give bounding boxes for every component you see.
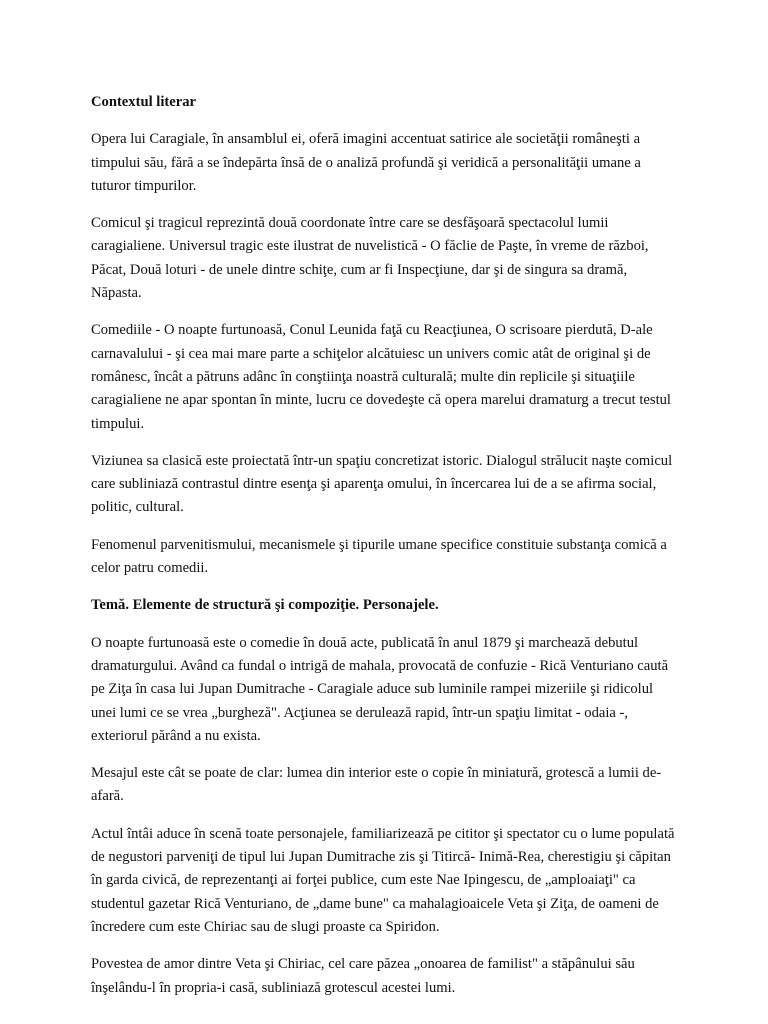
paragraph: Comicul şi tragicul reprezintă două coordonate între care se desfăşoară spectacolul lumii caragialiene. Universul tragic este ilustrat de nuvelistică - O făclie de Paşte, în vreme de război, Păcat, Două loturi - de unele dintre schiţe, cum ar fi Inspecţiune, dar şi de singura sa dramă, Năpasta. (91, 215, 649, 302)
paragraph: O noapte furtunoasă este o comedie în două acte, publicată în anul 1879 şi marchează debutul dramaturgului. Având ca fundal o intrigă de mahala, provocată de confuzie - Rică Venturiano caută pe Ziţa în casa lui Jupan Dumitrache - Caragiale aduce sub luminile rampei mizeriile şi ridicolul unei lumi ce se vrea „burgheză". Acţiunea se derulează rapid, într-un spaţiu limitat - odaia -, exteriorul părând a nu exista. (91, 634, 669, 744)
section-heading-theme: Temă. Elemente de structură şi compoziţie. Personajele. (91, 597, 439, 614)
paragraph: Povestea de amor dintre Veta şi Chiriac, cel care păzea „onoarea de familist" a stăpânului său înşelându-l în propria-i casă, subliniază grotescul acestei lumi. (91, 956, 635, 996)
paragraph: Mesajul este cât se poate de clar: lumea din interior este o copie în miniatură, grotescă a lumii de-afară. (91, 765, 662, 805)
paragraph: Opera lui Caragiale, în ansamblul ei, oferă imagini accentuat satirice ale societăţii româneşti a timpului său, fără a se îndepărta însă de o analiză profundă şi veridică a personalităţii umane a tuturor timpurilor. (91, 131, 641, 194)
document-body (91, 91, 676, 1014)
paragraph: Viziunea sa clasică este proiectată într-un spaţiu concretizat istoric. Dialogul strălucit naşte comicul care subliniază contrastul dintre esenţa şi aparenţa omului, în încercarea lui de a se afirma social, politic, cultural. (91, 452, 673, 516)
section-heading-context: Contextul literar (91, 94, 196, 110)
paragraph: Fenomenul parvenitismului, mecanismele şi tipurile umane specifice constituie substanţa comică a celor patru comedii. (91, 536, 667, 577)
paragraph: Actul întâi aduce în scenă toate personajele, familiarizează pe cititor şi spectator cu o lume populată de negustori parveniţi de tipul lui Jupan Dumitrache zis şi Titircă- Inimă-Rea, cherestigiu şi căpitan în garda civică, de reprezentanţi ai forţei publice, cum este Nae Ipingescu, de „amploaiaţi" ca studentul gazetar Rică Venturiano, de „dame bune" ca mahalagioaicele Veta şi Ziţa, de oameni de încredere cum este Chiriac sau de slugi proaste ca Spiridon. (91, 825, 675, 935)
paragraph: Comediile - O noapte furtunoasă, Conul Leunida faţă cu Reacţiunea, O scrisoare pierdută, D-ale carnavalului - şi cea mai mare parte a schiţelor alcătuiesc un univers comic atât de original şi de românesc, încât a pătruns adânc în conştiinţa noastră culturală; multe din replicile şi situaţiile caragialiene ne apar spontan în minte, lucru ce dovedeşte că opera marelui dramaturg a trecut testul timpului. (91, 322, 671, 432)
